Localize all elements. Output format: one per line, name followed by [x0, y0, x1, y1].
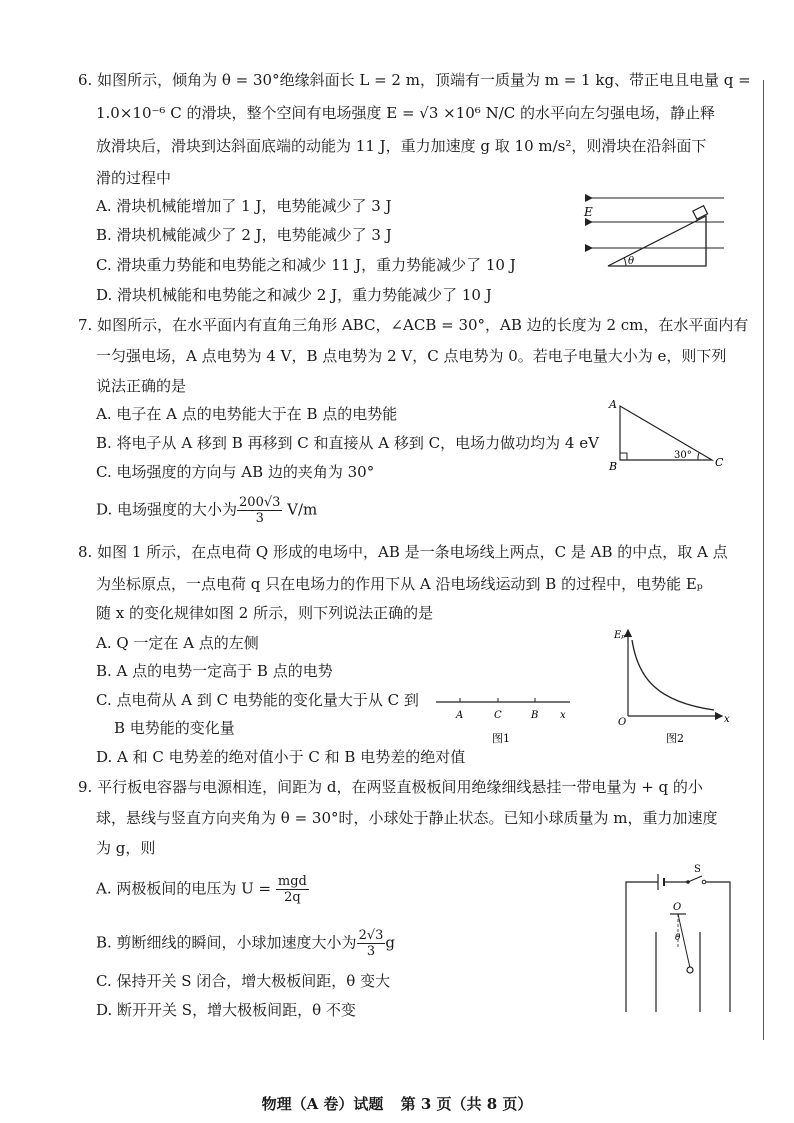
q6-option-b: B. 滑块机械能减少了 2 J，电势能减少了 3 J [96, 226, 392, 244]
switch-label: S [694, 864, 701, 875]
triangle-abc [620, 406, 712, 460]
q9-option-d: D. 断开开关 S，增大极板间距，θ 不变 [96, 1001, 356, 1019]
q7-option-c: C. 电场强度的方向与 AB 边的夹角为 30° [96, 463, 375, 481]
theta-label: θ [675, 933, 681, 943]
q8-option-a: A. Q 一定在 A 点的左侧 [96, 634, 259, 652]
q8-figure-2 [608, 624, 743, 746]
q9-option-c: C. 保持开关 S 闭合，增大极板间距，θ 变大 [96, 972, 391, 990]
page-edge-line [763, 80, 764, 1040]
q8-option-c-line-1: C. 点电荷从 A 到 C 电势能的变化量大于从 C 到 [96, 691, 419, 709]
vertex-c: C [715, 456, 724, 469]
footer-subject: 物理（A 卷）试题 [261, 1095, 384, 1113]
q8-stem-line-2: 为坐标原点，一点电荷 q 只在电场力的作用下从 A 沿电场线运动到 B 的过程中，电势能 Eₚ [96, 575, 703, 593]
ep-label: Eₚ [614, 630, 626, 641]
q8-option-c-line-2: B 电势能的变化量 [114, 719, 235, 737]
q7-option-d: D. 电场强度的大小为 $\frac{200√3}{3}$ V/m [96, 495, 318, 526]
q6-stem-line-3: 放滑块后，滑块到达斜面底端的动能为 11 J，重力加速度 g 取 10 m/s²，则滑块在沿斜面下 [96, 137, 707, 155]
q7-option-a: A. 电子在 A 点的电势能大于在 B 点的电势能 [96, 405, 398, 423]
angle-label: 30° [674, 450, 692, 461]
q6-stem-line-2: 1.0×10⁻⁶ C 的滑块，整个空间有电场强度 E = √3 ×10⁶ N/C 的水平向左匀强电场，静止释 [96, 104, 716, 122]
q7-stem-line-1: 7. 如图所示，在水平面内有直角三角形 ABC，∠ACB = 30°，AB 边的长度为 2 cm，在水平面内有 [78, 316, 749, 334]
point-c: C [494, 710, 502, 721]
q6-option-d: D. 滑块机械能和电势能之和减少 2 J，重力势能减少了 10 J [96, 286, 492, 304]
theta-label: θ [628, 256, 635, 267]
page-footer [0, 1093, 794, 1114]
q6-option-c: C. 滑块重力势能和电势能之和减少 11 J，重力势能减少了 10 J [96, 256, 516, 274]
e-label: E [584, 205, 593, 219]
q6-option-a: A. 滑块机械能增加了 1 J，电势能减少了 3 J [96, 197, 392, 215]
q9-option-a: A. 两极板间的电压为 U = $\frac{\text{mgd}}{2q}$ [96, 874, 307, 905]
q6-stem-line-1: 6. 如图所示，倾角为 θ = 30°绝缘斜面长 L = 2 m，顶端有一质量为 m = 1 kg、带正电且电量 q = [78, 71, 751, 89]
q8-stem-line-3: 随 x 的变化规律如图 2 所示，则下列说法正确的是 [96, 604, 434, 622]
q9-option-b: B. 剪断细线的瞬间，小球加速度大小为 $\frac{2√3}{3}$ g [96, 928, 395, 959]
charged-ball [687, 967, 693, 973]
q6-stem-line-4: 滑的过程中 [96, 169, 172, 187]
vertex-b: B [609, 460, 618, 473]
origin-label: O [618, 717, 627, 728]
x-label: x [724, 714, 730, 725]
vertex-a: A [609, 398, 617, 411]
axis-x: x [560, 710, 566, 721]
q9-stem-line-3: 为 g，则 [96, 839, 156, 857]
point-a: A [456, 710, 464, 721]
caption-fig1: 图1 [492, 732, 510, 745]
slider-block [693, 206, 708, 219]
q8-option-b: B. A 点的电势一定高于 B 点的电势 [96, 662, 333, 680]
q7-figure-triangle [606, 398, 731, 473]
q8-option-d: D. A 和 C 电势差的绝对值小于 C 和 B 电势差的绝对值 [96, 748, 466, 766]
q6-figure-incline [578, 186, 728, 276]
q7-option-b: B. 将电子从 A 移到 B 再移到 C 和直接从 A 移到 C，电场力做功均为 4 eV [96, 434, 599, 452]
point-b: B [531, 710, 539, 721]
q8-figure-1 [434, 692, 574, 747]
q7-stem-line-2: 一匀强电场，A 点电势为 4 V，B 点电势为 2 V，C 点电势为 0。若电子电量大小为 e，则下列 [96, 347, 727, 365]
pivot-label: O [673, 902, 682, 913]
caption-fig2: 图2 [666, 732, 684, 745]
ep-curve [632, 640, 714, 710]
q7-stem-line-3: 说法正确的是 [96, 377, 187, 395]
incline-triangle [608, 216, 706, 266]
footer-page-number: 第 3 页（共 8 页） [400, 1095, 533, 1113]
switch-s [688, 876, 702, 882]
q8-stem-line-1: 8. 如图 1 所示，在点电荷 Q 形成的电场中，AB 是一条电场线上两点，C 是 AB 的中点，取 A 点 [78, 543, 728, 561]
q9-figure-capacitor [618, 862, 738, 1022]
q9-stem-line-1: 9. 平行板电容器与电源相连，间距为 d，在两竖直极板间用绝缘细线悬挂一带电量为 + q 的小 [78, 778, 703, 796]
q9-stem-line-2: 球，悬线与竖直方向夹角为 θ = 30°时，小球处于静止状态。已知小球质量为 m，重力加速度 [96, 809, 718, 827]
